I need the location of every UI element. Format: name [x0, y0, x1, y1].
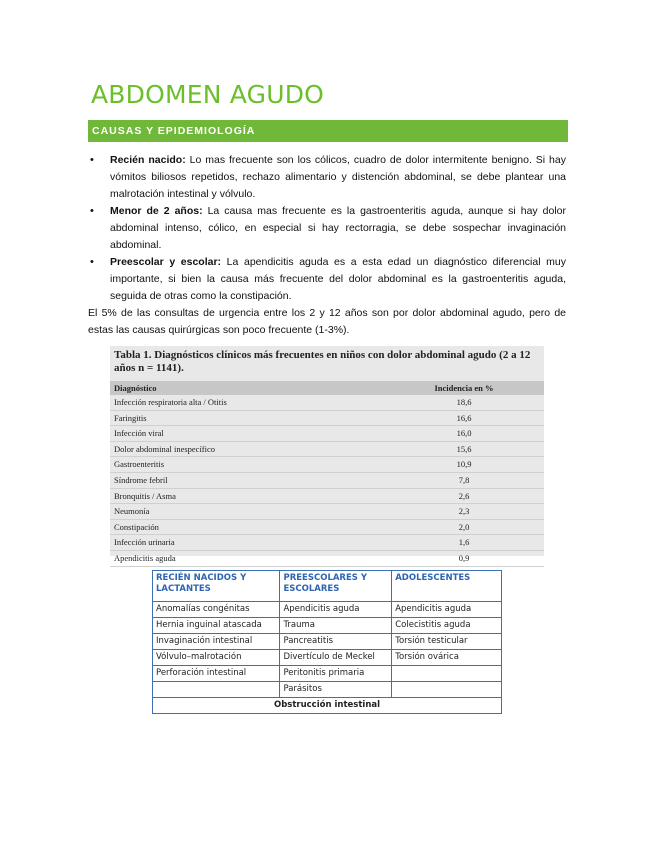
bullet-item [88, 152, 566, 203]
table-cell [153, 682, 280, 698]
table-row [110, 489, 544, 505]
column-header-newborns: RECIÉN NACIDOS Y LACTANTES [153, 571, 280, 602]
table-cell: Pancreatitis [280, 634, 392, 650]
table-cell: Torsión testicular [392, 634, 502, 650]
column-header-diagnosis: Diagnóstico [114, 383, 157, 393]
table-row [153, 634, 502, 650]
incidence-cell: 2,3 [458, 506, 470, 517]
table-row [110, 395, 544, 411]
incidence-cell: 15,6 [456, 443, 472, 454]
table-cell: Colecistitis aguda [392, 618, 502, 634]
incidence-cell: 16,0 [456, 428, 472, 439]
bullet-icon: • [90, 154, 94, 166]
table-row [110, 457, 544, 473]
column-header-adolescents: ADOLESCENTES [392, 571, 502, 602]
incidence-cell: 0,9 [458, 552, 470, 563]
diagnosis-cell: Bronquitis / Asma [114, 490, 176, 501]
table-cell: Apendicitis aguda [392, 602, 502, 618]
table-row [110, 411, 544, 427]
table-cell: Anomalías congénitas [153, 602, 280, 618]
diagnosis-cell: Infección viral [114, 428, 164, 439]
table-row [110, 426, 544, 442]
bullet-text: La apendicitis aguda es a esta edad un diagnóstico diferencial muy importante, si bien la causa más frecuente del dolor abdominal es la gastroenteritis aguda, seguida de otras como la constipación. [110, 256, 566, 302]
diagnosis-cell: Neumonía [114, 506, 150, 517]
diagnosis-cell: Faringitis [114, 412, 147, 423]
table-cell: Vólvulo–malrotación [153, 650, 280, 666]
causes-by-age-table [152, 570, 502, 714]
diagnosis-cell: Constipación [114, 521, 159, 532]
incidence-cell: 2,6 [458, 490, 470, 501]
diagnosis-cell: Infección urinaria [114, 537, 175, 548]
table-cell: Trauma [280, 618, 392, 634]
incidence-cell: 18,6 [456, 397, 472, 407]
table-cell: Apendicitis aguda [280, 602, 392, 618]
table-header-row [153, 571, 502, 602]
bullet-term: Menor de 2 años: [110, 205, 203, 217]
table-row [153, 666, 502, 682]
table-cell [392, 666, 502, 682]
table-cell: Invaginación intestinal [153, 634, 280, 650]
table-cell: Hernia inguinal atascada [153, 618, 280, 634]
page-title: ABDOMEN AGUDO [91, 80, 325, 109]
body-paragraph: El 5% de las consultas de urgencia entre los 2 y 12 años son por dolor abdominal agudo, pero de estas las causas quirúrgicas son poco frecuente (1-3%). [88, 307, 566, 336]
table-footer-cell: Obstrucción intestinal [153, 698, 502, 714]
table-footer-row [153, 698, 502, 714]
incidence-cell: 16,6 [456, 412, 472, 423]
diagnosis-table [110, 346, 544, 563]
diagnosis-cell: Síndrome febril [114, 474, 168, 485]
bullet-item [88, 254, 566, 305]
table-cell: Perforación intestinal [153, 666, 280, 682]
table-row [153, 682, 502, 698]
table-row [153, 650, 502, 666]
table-cell: Peritonitis primaria [280, 666, 392, 682]
section-header: CAUSAS Y EPIDEMIOLOGÍA [88, 120, 568, 142]
bullet-text: La causa mas frecuente es la gastroenteritis aguda, aunque si hay dolor abdominal intenso, cólico, en especial si hay rectorragia, se debe sospechar invaginación abdominal. [110, 205, 566, 251]
bullet-item [88, 203, 566, 254]
table-header-row [110, 381, 544, 395]
bullet-icon: • [90, 256, 94, 268]
bullet-term: Recién nacido: [110, 154, 186, 166]
bullet-text: Lo mas frecuente son los cólicos, cuadro de dolor intermitente benigno. Si hay vómitos biliosos repetidos, rechazo alimentario y distención abdominal, se debe plantear una malrotación intestinal y vólvulo. [110, 154, 566, 200]
table-row [110, 473, 544, 489]
table-row [110, 551, 544, 567]
table-row [110, 442, 544, 458]
table-cell: Parásitos [280, 682, 392, 698]
bullet-list [88, 152, 566, 305]
table-row [153, 602, 502, 618]
bullet-term: Preescolar y escolar: [110, 256, 222, 268]
diagnosis-cell: Dolor abdominal inespecífico [114, 443, 216, 454]
incidence-cell: 10,9 [456, 459, 472, 470]
incidence-cell: 7,8 [458, 474, 470, 485]
column-header-preschool: PREESCOLARES Y ESCOLARES [280, 571, 392, 602]
diagnosis-cell: Apendicitis aguda [114, 552, 176, 563]
column-header-incidence: Incidencia en % [434, 383, 494, 393]
bullet-icon: • [90, 205, 94, 217]
table-cell: Divertículo de Meckel [280, 650, 392, 666]
table-row [110, 535, 544, 551]
incidence-cell: 2,0 [458, 521, 470, 532]
table-cell [392, 682, 502, 698]
table-cell: Torsión ovárica [392, 650, 502, 666]
incidence-cell: 1,6 [458, 537, 470, 548]
diagnosis-cell: Gastroenteritis [114, 459, 165, 470]
table-caption: Tabla 1. Diagnósticos clínicos más frecuentes en niños con dolor abdominal agudo (2 a 12 años n = 1141). [114, 349, 531, 374]
table-row [153, 618, 502, 634]
diagnosis-cell: Infección respiratoria alta / Otitis [114, 397, 227, 407]
table-row [110, 520, 544, 536]
table-row [110, 504, 544, 520]
